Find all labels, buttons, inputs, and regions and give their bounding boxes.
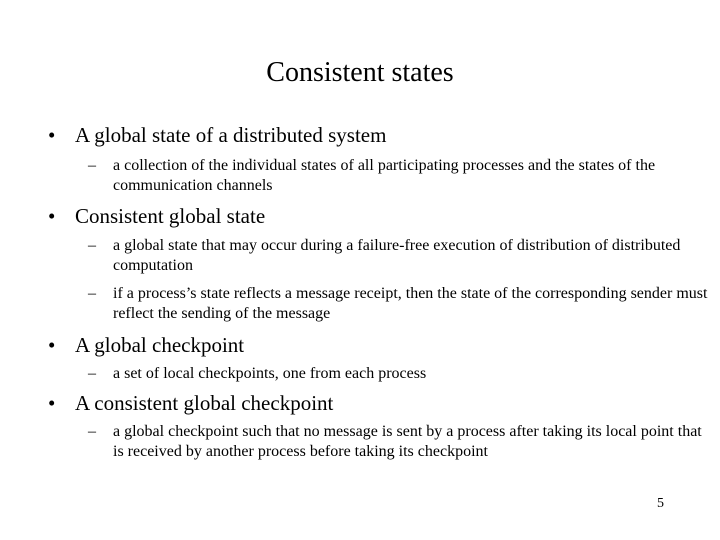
dash-marker: – [88, 285, 96, 302]
slide-title: Consistent states [266, 57, 454, 88]
dash-marker: – [88, 237, 96, 254]
dash-marker: – [88, 365, 96, 382]
sub-bullet-text: a global state that may occur during a failure-free execution of distribution of distributed computation [113, 237, 681, 274]
sub-bullet-item [88, 284, 708, 324]
bullet-text: Consistent global state [75, 204, 266, 228]
sub-bullet-text: a collection of the individual states of all participating processes and the states of the communication channels [113, 157, 656, 194]
bullet-text: A global checkpoint [75, 333, 245, 357]
bullet-marker: • [48, 333, 56, 357]
sub-bullet-item [88, 236, 708, 276]
sub-bullet-item [88, 156, 708, 196]
sub-bullet-text: a set of local checkpoints, one from each process [113, 365, 427, 382]
bullet-text: A consistent global checkpoint [75, 391, 334, 415]
bullet-text: A global state of a distributed system [75, 123, 387, 147]
sub-bullet-text: a global checkpoint such that no message is sent by a process after taking its local point that is received by another process before taking its checkpoint [113, 423, 702, 460]
bullet-marker: • [48, 391, 56, 415]
bullet-marker: • [48, 123, 56, 147]
dash-marker: – [88, 423, 96, 440]
page-number: 5 [657, 496, 664, 511]
dash-marker: – [88, 157, 96, 174]
sub-bullet-item [88, 364, 708, 384]
bullet-marker: • [48, 204, 56, 228]
sub-bullet-text: if a process’s state reflects a message receipt, then the state of the corresponding sender must reflect the sending of the message [113, 285, 708, 322]
sub-bullet-item [88, 422, 708, 462]
